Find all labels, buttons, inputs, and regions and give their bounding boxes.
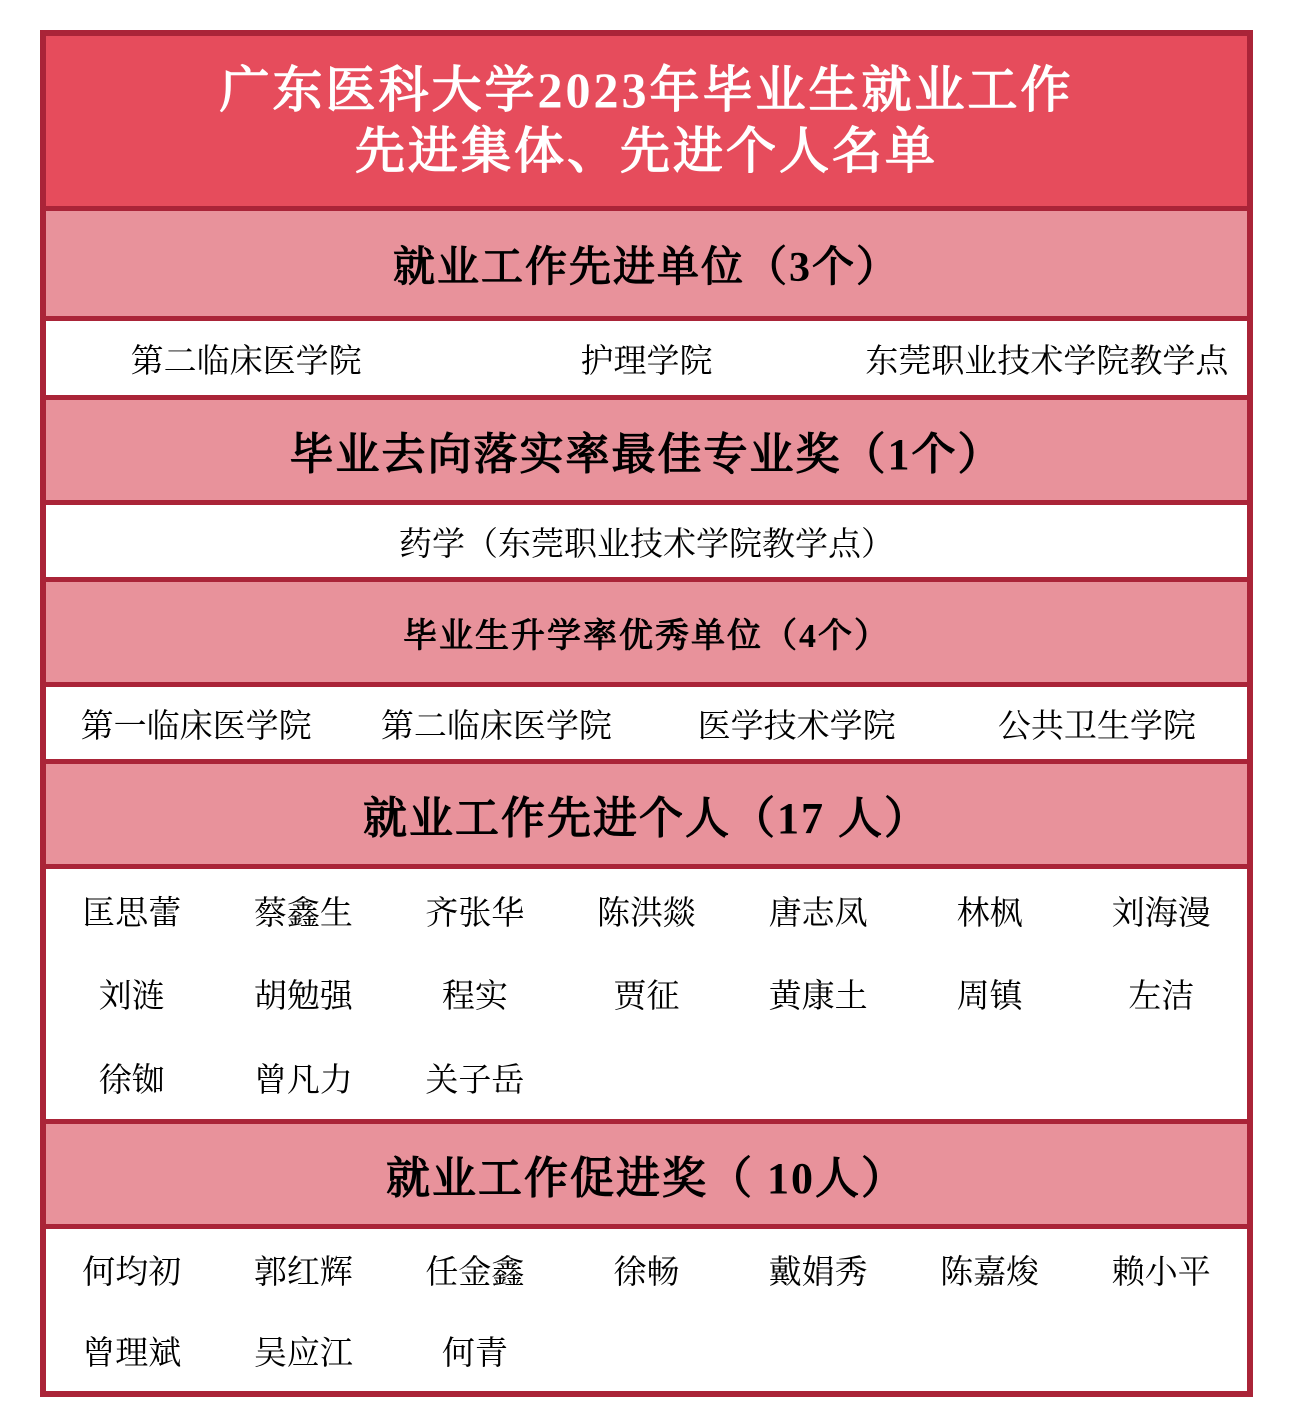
- award-entry: 唐志凤: [768, 896, 868, 933]
- award-entry: 刘海漫: [1111, 896, 1211, 933]
- section-rows-0: [46, 316, 1247, 395]
- award-entry: 赖小平: [1111, 1255, 1211, 1291]
- section-rows-2: [46, 682, 1247, 759]
- award-entry: 关子岳: [425, 1062, 525, 1099]
- award-entry: 齐张华: [425, 896, 525, 933]
- award-table: [40, 30, 1253, 1397]
- section-heading-4: 就业工作促进奖（ 10人）: [46, 1119, 1247, 1224]
- section-rows-3: [46, 864, 1247, 1119]
- title-line-2: 先进集体、先进个人名单: [355, 123, 938, 179]
- award-entry: 贾征: [613, 979, 680, 1016]
- award-entry: 公共卫生学院: [997, 708, 1196, 745]
- award-entry: 黄康土: [768, 979, 868, 1016]
- award-entry: 何均初: [82, 1255, 182, 1291]
- award-entry: 药学（东莞职业技术学院教学点）: [399, 526, 894, 563]
- award-entry: 第二临床医学院: [130, 343, 362, 380]
- award-entry: 吴应江: [253, 1336, 353, 1372]
- award-entry: 郭红辉: [253, 1255, 353, 1291]
- award-entry: 匡思蕾: [82, 896, 182, 933]
- award-entry: 徐铷: [98, 1062, 165, 1099]
- section-heading-0: 就业工作先进单位（3个）: [46, 206, 1247, 316]
- award-entry: 程实: [441, 979, 508, 1016]
- section-heading-3: 就业工作先进个人（17 人）: [46, 759, 1247, 864]
- award-entry: 任金鑫: [425, 1255, 525, 1291]
- award-entry: 东莞职业技术学院教学点: [865, 343, 1229, 380]
- award-entry: 林枫: [956, 896, 1023, 933]
- award-entry: 陈嘉焌: [940, 1255, 1040, 1291]
- award-entry: 徐畅: [613, 1255, 680, 1291]
- award-entry: 刘涟: [98, 979, 165, 1016]
- award-entry: 医学技术学院: [697, 708, 896, 745]
- section-heading-1: 毕业去向落实率最佳专业奖（1个）: [46, 395, 1247, 500]
- award-entry: 胡勉强: [253, 979, 353, 1016]
- award-entry: 护理学院: [580, 343, 713, 380]
- award-entry: 曾凡力: [253, 1062, 353, 1099]
- award-entry: 第二临床医学院: [380, 708, 612, 745]
- title-line-1: 广东医科大学2023年毕业生就业工作: [219, 62, 1074, 118]
- section-rows-4: [46, 1224, 1247, 1391]
- document-title: [46, 36, 1247, 206]
- section-heading-2: 毕业生升学率优秀单位（4个）: [46, 577, 1247, 682]
- award-entry: 左洁: [1128, 979, 1195, 1016]
- award-entry: 陈洪燚: [596, 896, 696, 933]
- award-entry: 戴娟秀: [768, 1255, 868, 1291]
- award-entry: 蔡鑫生: [253, 896, 353, 933]
- award-entry: 曾理斌: [82, 1336, 182, 1372]
- award-entry: 周镇: [956, 979, 1023, 1016]
- award-entry: 何青: [441, 1336, 508, 1372]
- award-entry: 第一临床医学院: [80, 708, 312, 745]
- section-rows-1: [46, 500, 1247, 577]
